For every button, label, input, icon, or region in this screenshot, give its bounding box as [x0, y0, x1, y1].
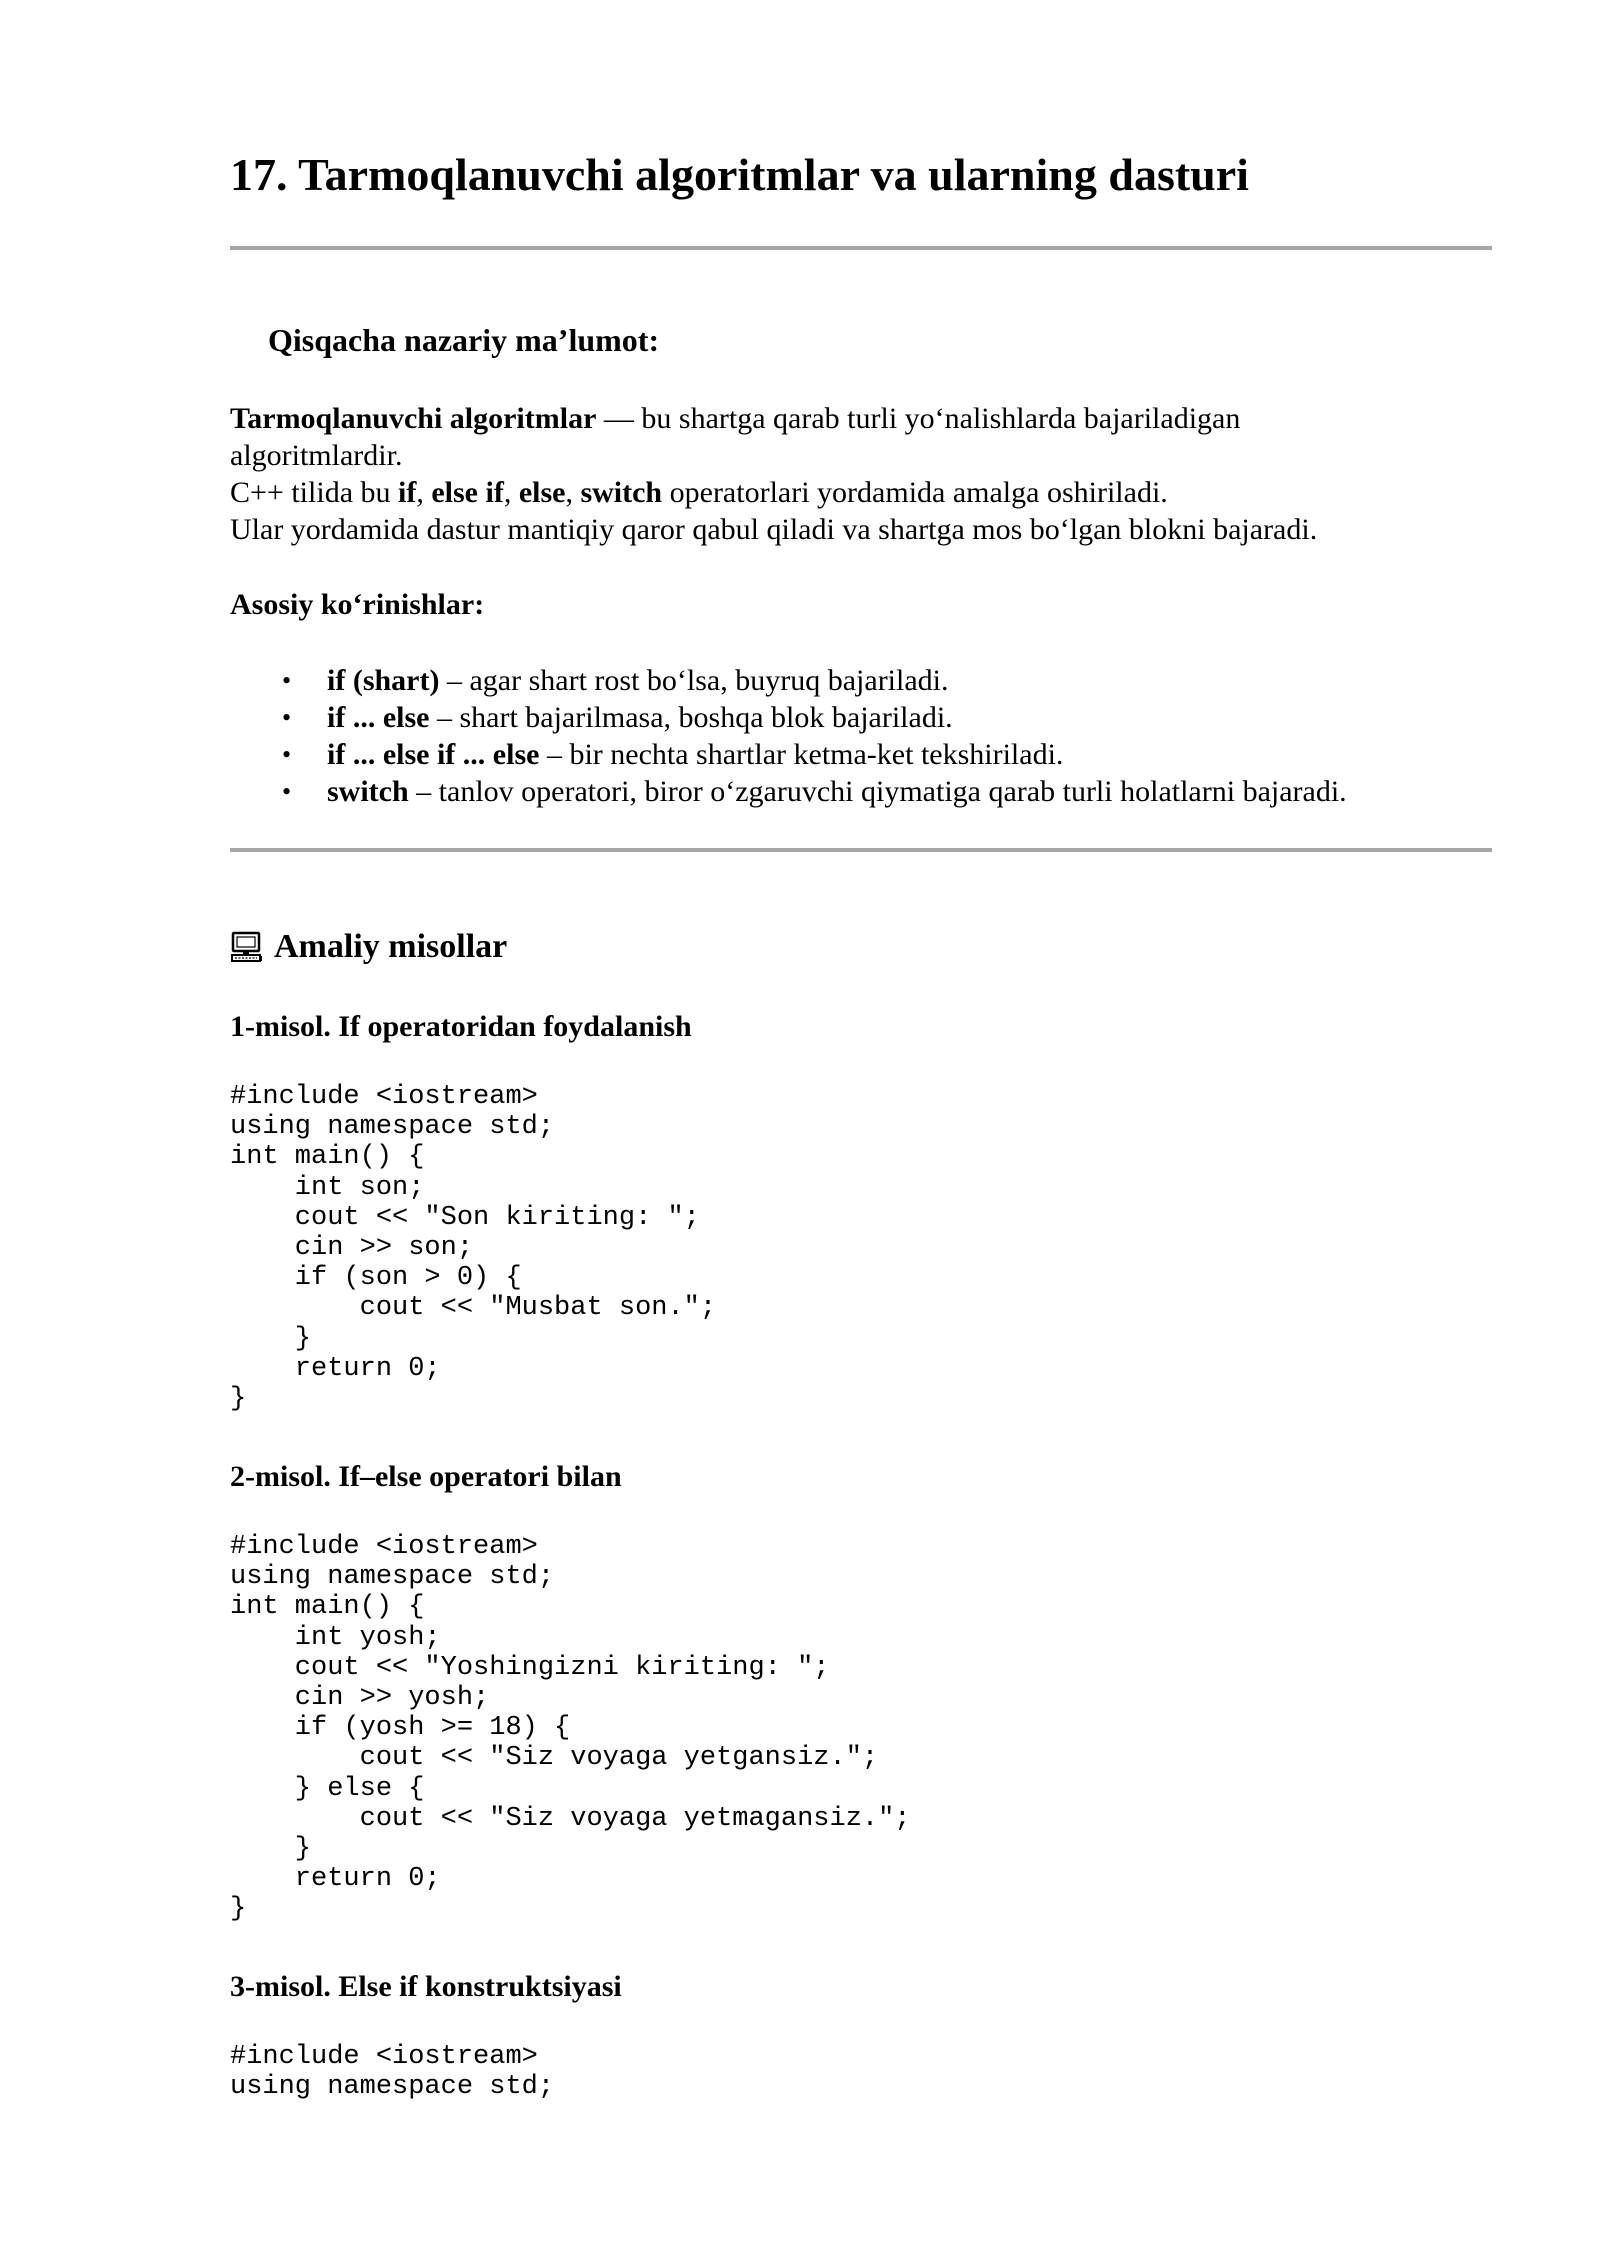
list-item-bold: if ... else if ... else: [327, 738, 540, 771]
theory-heading: Qisqacha nazariy ma’lumot:: [268, 322, 660, 358]
text-span: operatorlari yordamida amalga oshiriladi.: [662, 476, 1168, 509]
text-span: C++ tilida bu: [230, 476, 399, 509]
separator: ,: [416, 476, 432, 509]
forms-heading: Asosiy ko‘rinishlar:: [230, 588, 485, 621]
code-block: #include <iostream> using namespace std;: [230, 2042, 555, 2103]
term-bold: Tarmoqlanuvchi algoritmlar: [230, 402, 597, 435]
page-title: 17. Tarmoqlanuvchi algoritmlar va ularning dasturi: [230, 149, 1249, 200]
list-item-text: – shart bajarilmasa, boshqa blok bajariladi.: [429, 701, 953, 734]
list-item: [230, 773, 1347, 810]
keyword-else: else: [518, 476, 566, 509]
list-item-text: – bir nechta shartlar ketma-ket tekshiriladi.: [539, 738, 1064, 771]
separator: ,: [565, 476, 581, 509]
list-item-bold: if ... else: [327, 701, 430, 734]
forms-list: [230, 662, 1347, 810]
list-item: [230, 699, 1347, 736]
bullet-icon: •: [282, 777, 292, 806]
code-block: #include <iostream> using namespace std; int main() { int son; cout << "Son kiriting: "; cin >> son; if (son > 0) { cout << "Musbat son."; } return 0; }: [230, 1082, 717, 1415]
bullet-icon: •: [282, 740, 292, 769]
practice-heading: [230, 928, 507, 966]
keyword-if: if: [398, 476, 417, 509]
list-item-text: – tanlov operatori, biror o‘zgaruvchi qiymatiga qarab turli holatlarni bajaradi.: [408, 775, 1347, 808]
paragraph-line: [230, 474, 1492, 511]
separator: ,: [503, 476, 519, 509]
list-item-bold: switch: [327, 775, 409, 808]
paragraph-line: algoritmlardir.: [230, 439, 403, 472]
list-item-text: – agar shart rost bo‘lsa, buyruq bajariladi.: [439, 664, 949, 697]
horizontal-divider: [230, 848, 1492, 852]
example-title: 2-misol. If–else operatori bilan: [230, 1460, 622, 1493]
theory-paragraph: [230, 400, 1492, 548]
example-title: 3-misol. Else if konstruktsiyasi: [230, 1970, 622, 2003]
example-title: 1-misol. If operatoridan foydalanish: [230, 1010, 692, 1043]
practice-heading-label: Amaliy misollar: [274, 928, 508, 965]
keyword-else-if: else if: [431, 476, 504, 509]
text-span: — bu shartga qarab turli yo‘nalishlarda bajariladigan: [596, 402, 1241, 435]
list-item-bold: if (shart): [327, 664, 440, 697]
horizontal-divider: [230, 246, 1492, 250]
paragraph-line: [230, 400, 1492, 437]
list-item: [230, 736, 1347, 773]
bullet-icon: •: [282, 666, 292, 695]
bullet-icon: •: [282, 703, 292, 732]
paragraph-line: Ular yordamida dastur mantiqiy qaror qabul qiladi va shartga mos bo‘lgan blokni bajaradi.: [230, 513, 1318, 546]
keyword-switch: switch: [580, 476, 663, 509]
code-block: #include <iostream> using namespace std; int main() { int yosh; cout << "Yoshingizni kiriting: "; cin >> yosh; if (yosh >= 18) { cout << "Siz voyaga yetgansiz."; } else { cout << "Siz voyaga yetmagansiz."; } return 0; }: [230, 1532, 911, 1925]
computer-icon: [230, 930, 264, 964]
list-item: [230, 662, 1347, 699]
